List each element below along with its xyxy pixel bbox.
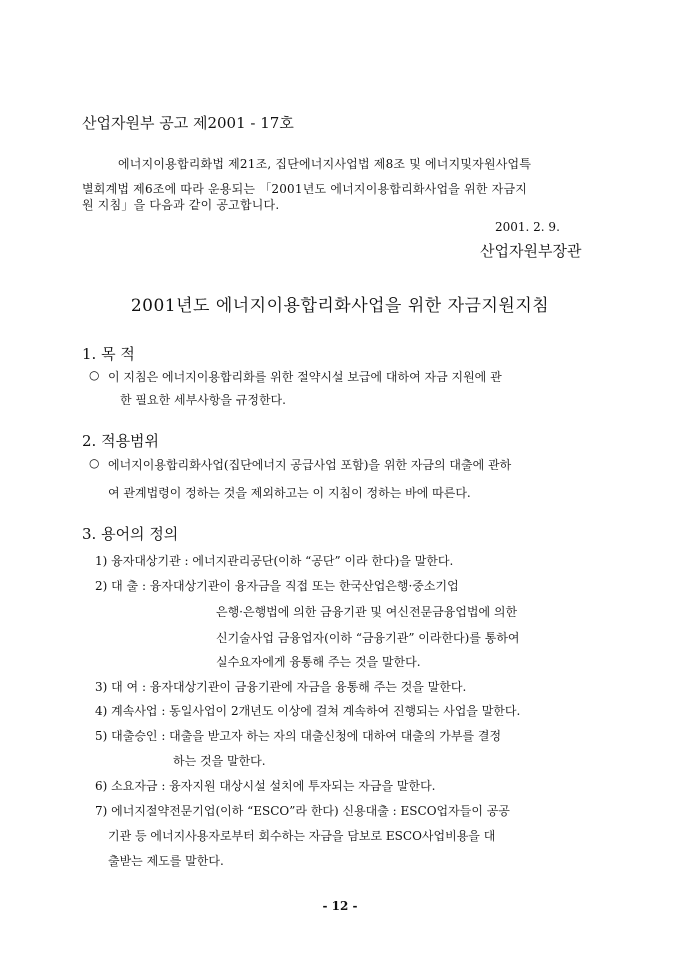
document-title: 2001년도 에너지이용합리화사업을 위한 자금지원지침: [130, 296, 550, 316]
definition-item: 5) 대출승인 : 대출을 받고자 하는 자의 대출신청에 대하여 대출의 가부를 결정: [95, 729, 502, 743]
definition-item-continuation: 기관 등 에너지사용자로부터 회수하는 자금을 담보로 ESCO사업비용을 대: [108, 829, 496, 843]
section-text-line: 이 지침은 에너지이용합리화를 위한 절약시설 보급에 대하여 자금 지원에 관: [108, 370, 502, 384]
definition-item-continuation: 은행·은행법에 의한 금융기관 및 여신전문금융업법에 의한: [216, 605, 518, 619]
notice-body-line: 원 지침」을 다음과 같이 공고합니다.: [82, 198, 280, 212]
section-text-line: 여 관계법령이 정하는 것을 제외하고는 이 지침이 정하는 바에 따른다.: [108, 486, 471, 500]
notice-title: 산업자원부 공고 제2001 - 17호: [82, 114, 294, 132]
section-heading: 2. 적용범위: [82, 432, 160, 450]
notice-signer: 산업자원부장관: [480, 242, 582, 260]
definition-item: 2) 대 출 : 융자대상기관이 융자금을 직접 또는 한국산업은행·중소기업: [95, 579, 459, 593]
definition-item: 7) 에너지절약전문기업(이하 “ESCO”라 한다) 신용대출 : ESCO업자들이 공공: [95, 804, 510, 818]
page-number: - 12 -: [322, 899, 358, 913]
definition-item-continuation: 하는 것을 말한다.: [173, 754, 266, 768]
section-heading: 1. 목 적: [82, 345, 135, 363]
section-text-line: 한 필요한 세부사항을 규정한다.: [120, 393, 286, 407]
definition-item: 1) 융자대상기관 : 에너지관리공단(이하 “공단” 이라 한다)을 말한다.: [95, 554, 454, 568]
bullet-circle-icon: ○: [89, 368, 100, 382]
definition-item-continuation: 신기술사업 금융업자(이하 “금융기관” 이라한다)를 통하여: [216, 631, 520, 645]
definition-item: 4) 계속사업 : 동일사업이 2개년도 이상에 걸쳐 계속하여 진행되는 사업을 말한다.: [95, 704, 521, 718]
section-text-line: 에너지이용합리화사업(집단에너지 공급사업 포함)을 위한 자금의 대출에 관하: [108, 458, 512, 472]
notice-body-line: 에너지이용합리화법 제21조, 집단에너지사업법 제8조 및 에너지및자원사업특: [118, 157, 532, 171]
definition-item-continuation: 실수요자에게 융통해 주는 것을 말한다.: [216, 655, 421, 669]
bullet-circle-icon: ○: [89, 456, 100, 470]
definition-item: 3) 대 여 : 융자대상기관이 금융기관에 자금을 융통해 주는 것을 말한다.: [95, 680, 467, 694]
definition-item: 6) 소요자금 : 융자지원 대상시설 설치에 투자되는 자금을 말한다.: [95, 779, 436, 793]
definition-item-continuation: 출받는 제도를 말한다.: [108, 854, 224, 868]
notice-body-line: 별회계법 제6조에 따라 운용되는 「2001년도 에너지이용합리화사업을 위한 자금지: [82, 182, 528, 196]
section-heading: 3. 용어의 정의: [82, 525, 179, 543]
notice-date: 2001. 2. 9.: [495, 220, 560, 234]
